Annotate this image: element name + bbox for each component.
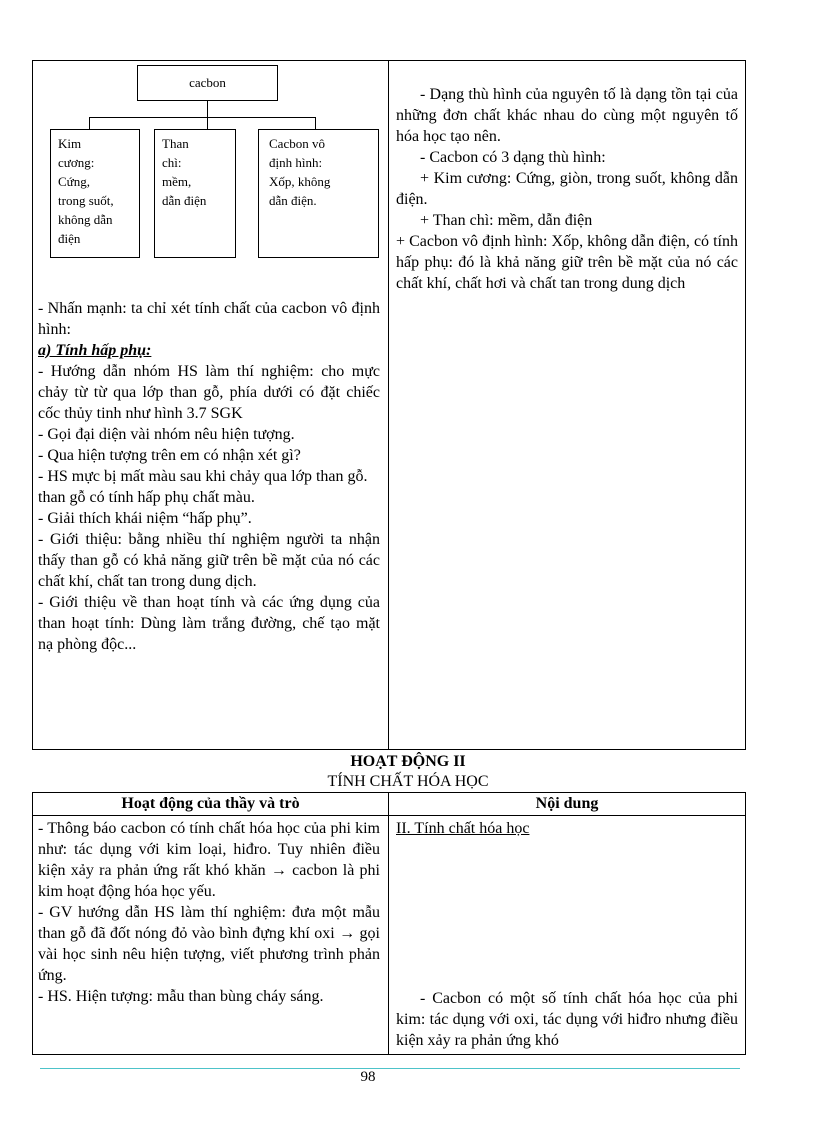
paragraph: - Thông báo cacbon có tính chất hóa học của phi kim như: tác dụng với kim loại, hiđro. Tuy nhiên điều kiện xảy ra phản ứng rất khó khăn → cacbon là phi kim hoạt động hóa học yếu.: [38, 820, 380, 900]
diagram-line: Kim: [58, 136, 82, 151]
diagram-line: Xốp, không: [269, 174, 331, 189]
diagram-root-label: cacbon: [189, 75, 226, 90]
diagram-line: trong suốt,: [58, 193, 114, 208]
diagram-line: Cacbon vô: [269, 136, 325, 151]
diagram-line: điện: [58, 231, 81, 246]
paragraph: - Giải thích khái niệm “hấp phụ”.: [38, 510, 252, 527]
diagram-line: dẫn điện: [162, 193, 207, 208]
activity-subtitle: TÍNH CHẤT HÓA HỌC: [327, 773, 489, 790]
activity-right-text: [396, 988, 738, 1051]
activity-table-divider: [388, 792, 389, 1055]
diagram-line: cương:: [58, 155, 95, 170]
diagram-child-diamond: [50, 129, 140, 258]
paragraph: - Cacbon có 3 dạng thù hình:: [420, 149, 606, 166]
diagram-root-box: [137, 65, 278, 101]
paragraph: - Gọi đại diện vài nhóm nêu hiện tượng.: [38, 426, 295, 443]
diagram-stem: [207, 101, 208, 129]
diagram-line: không dẫn: [58, 212, 113, 227]
diagram-child-graphite: [154, 129, 236, 258]
diagram-line: mềm,: [162, 174, 192, 189]
activity-table-header-rule: [32, 815, 746, 816]
diagram-line: Cứng,: [58, 174, 90, 189]
paragraph: + Cacbon vô định hình: Xốp, không dẫn điện, có tính hấp phụ: đó là khả năng giữ trên bề mặt của nó các chất khí, chất hơi và chất tan trong dung dịch: [396, 233, 738, 292]
paragraph: - Qua hiện tượng trên em có nhận xét gì?: [38, 447, 301, 464]
activity-title: HOẠT ĐỘNG II: [350, 753, 466, 770]
activity-right-heading-wrap: [396, 818, 738, 839]
section1-left-text: [38, 298, 380, 655]
paragraph: - Dạng thù hình của nguyên tố là dạng tồn tại của những đơn chất khác nhau do cùng một nguyên tố hóa học tạo nên.: [396, 86, 738, 145]
paragraph: - Giới thiệu: bằng nhiều thí nghiệm người ta nhận thấy than gỗ có khả năng giữ trên bề mặt của nó các chất khí, chất tan trong dung dịch.: [38, 531, 380, 590]
paragraph: - Giới thiệu về than hoạt tính và các ứng dụng của than hoạt tính: Dùng làm trắng đường, chế tạo mặt nạ phòng độc...: [38, 594, 380, 653]
diagram-line: dẫn điện.: [269, 193, 317, 208]
paragraph: - Nhấn mạnh: ta chỉ xét tính chất của cacbon vô định hình:: [38, 300, 380, 338]
subheading-adsorption: a) Tính hấp phụ:: [38, 342, 152, 359]
paragraph: - Hướng dẫn nhóm HS làm thí nghiệm: cho mực chảy từ từ qua lớp than gỗ, phía dưới có đặt chiếc cốc thủy tinh như hình 3.7 SGK: [38, 363, 380, 422]
column-header-activities: Hoạt động của thầy và trò: [121, 795, 300, 812]
column-header-content: Nội dung: [535, 795, 599, 812]
paragraph: - GV hướng dẫn HS làm thí nghiệm: đưa một mẫu than gỗ đã đốt nóng đỏ vào bình đựng khí oxi → gọi vài học sinh nêu hiện tượng, viết phương trình phản ứng.: [38, 904, 380, 984]
paragraph: - Cacbon có một số tính chất hóa học của phi kim: tác dụng với oxi, tác dụng với hiđro nhưng điều kiện xảy ra phản ứng khó: [396, 990, 738, 1049]
paragraph: than gỗ có tính hấp phụ chất màu.: [38, 489, 255, 506]
page-number: 98: [360, 1069, 376, 1085]
paragraph: + Than chì: mềm, dẫn điện: [420, 212, 593, 229]
diagram-child-amorphous: [258, 129, 379, 258]
diagram-branch: [89, 117, 315, 118]
section1-right-text: [396, 84, 738, 294]
paragraph: - HS. Hiện tượng: mẫu than bùng cháy sáng.: [38, 988, 324, 1005]
paragraph: - HS mực bị mất màu sau khi chảy qua lớp than gỗ.: [38, 468, 368, 485]
section1-divider: [388, 60, 389, 750]
diagram-line: chì:: [162, 155, 182, 170]
activity-left-text: [38, 818, 380, 1007]
diagram-line: định hình:: [269, 155, 323, 170]
section-heading-chemical-properties: II. Tính chất hóa học: [396, 820, 530, 837]
diagram-line: Than: [162, 136, 189, 151]
paragraph: + Kim cương: Cứng, giòn, trong suốt, không dẫn điện.: [396, 170, 738, 208]
